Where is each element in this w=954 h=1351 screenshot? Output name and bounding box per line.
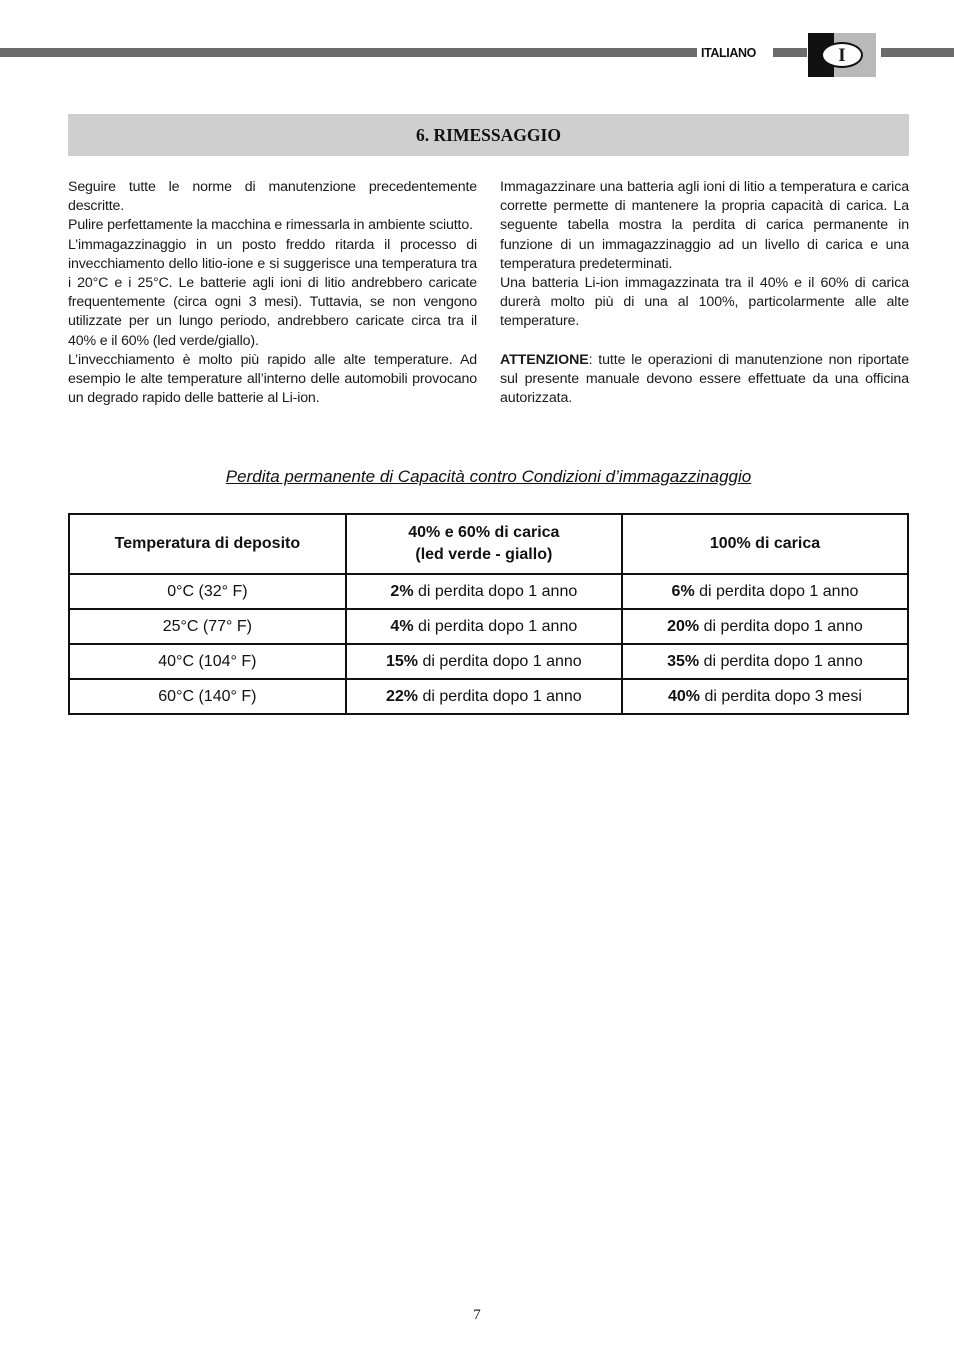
left-text-column [68, 178, 477, 408]
warning-label: ATTENZIONE [500, 351, 589, 368]
header-bar-middle [773, 48, 807, 57]
loss-percent: 2% [390, 582, 414, 600]
header-mid-charge [346, 514, 622, 574]
table-title: Perdita permanente di Capacità contro Condizioni d’immagazzinaggio [225, 467, 752, 486]
loss-percent: 35% [667, 652, 700, 670]
cell-temperature: 25°C (77° F) [69, 609, 346, 644]
section-title: 6. RIMESSAGGIO [68, 114, 909, 156]
header-bar-right [881, 48, 954, 57]
table-row [69, 609, 908, 644]
header-mid-charge-line-1: 40% e 60% di carica [408, 524, 560, 541]
left-paragraph-4: L’invecchiamento è molto più rapido alle alte temperature. Ad esempio le alte temperature all’interno delle automobili provocano un degrado rapido delle batterie al Li-ion. [68, 351, 477, 407]
header-bar-left [0, 48, 697, 57]
warning-text: : tutte le operazioni di manutenzione non riportate sul presente manuale devono essere effettuate da una officina autorizzata. [500, 351, 909, 407]
cell-full-charge-loss [622, 609, 908, 644]
page-number: 7 [473, 1307, 481, 1323]
loss-percent: 15% [385, 652, 418, 670]
loss-percent: 6% [671, 582, 695, 600]
cell-temperature: 60°C (140° F) [69, 679, 346, 714]
left-paragraph-3: L’immagazzinaggio in un posto freddo ritarda il processo di invecchiamento dello litio-ione e si suggerisce una temperatura tra i 20°C e i 25°C. Le batterie agli ioni di litio andrebbero caricate frequentemente (circa ogni 3 mesi). Tuttavia, se non vengono utilizzate per un lungo periodo, andrebbero caricate circa tra il 40% e il 60% (led verde/giallo). [68, 236, 477, 349]
cell-mid-charge-loss [346, 679, 622, 714]
header-mid-charge-line-2: (led verde - giallo) [415, 546, 553, 563]
loss-text: di perdita dopo 1 anno [413, 617, 578, 635]
cell-temperature: 40°C (104° F) [69, 644, 346, 679]
loss-text: di perdita dopo 1 anno [418, 687, 582, 705]
capacity-loss-table [68, 513, 909, 715]
right-paragraph-2: Una batteria Li-ion immagazzinata tra il 40% e il 60% di carica durerà molto più di una al 100%, particolarmente alle alte temperature. [500, 275, 909, 330]
cell-mid-charge-loss [346, 609, 622, 644]
loss-text: di perdita dopo 1 anno [694, 582, 859, 600]
left-paragraph-1: Seguire tutte le norme di manutenzione precedentemente descritte. [68, 179, 477, 215]
cell-mid-charge-loss [346, 644, 622, 679]
table-row [69, 679, 908, 714]
loss-percent: 40% [668, 687, 701, 705]
header-temperature: Temperatura di deposito [69, 514, 346, 574]
language-label: ITALIANO [701, 46, 756, 60]
table-row [69, 644, 908, 679]
badge-letter: I [821, 42, 863, 68]
header-full-charge: 100% di carica [622, 514, 908, 574]
loss-text: di perdita dopo 1 anno [699, 652, 863, 670]
warning-paragraph [500, 351, 909, 409]
cell-full-charge-loss [622, 679, 908, 714]
loss-percent: 4% [390, 617, 414, 635]
loss-text: di perdita dopo 3 mesi [700, 687, 862, 705]
table-row [69, 574, 908, 609]
cell-mid-charge-loss [346, 574, 622, 609]
loss-percent: 22% [385, 687, 418, 705]
cell-full-charge-loss [622, 644, 908, 679]
left-paragraph-2: Pulire perfettamente la macchina e rimessarla in ambiente sciutto. [68, 217, 473, 234]
loss-text: di perdita dopo 1 anno [699, 617, 863, 635]
loss-text: di perdita dopo 1 anno [418, 652, 582, 670]
loss-percent: 20% [667, 617, 700, 635]
table-header-row [69, 514, 908, 574]
loss-text: di perdita dopo 1 anno [413, 582, 578, 600]
cell-temperature: 0°C (32° F) [69, 574, 346, 609]
right-text-column [500, 178, 909, 408]
right-paragraph-1: Immagazzinare una batteria agli ioni di litio a temperatura e carica corrette permette di mantenere la propria capacità di carica. La seguente tabella mostra la perdita di carica permanente in funzione di un immagazzinaggio ad un livello di carica e una temperatura predeterminati. [500, 179, 909, 272]
cell-full-charge-loss [622, 574, 908, 609]
